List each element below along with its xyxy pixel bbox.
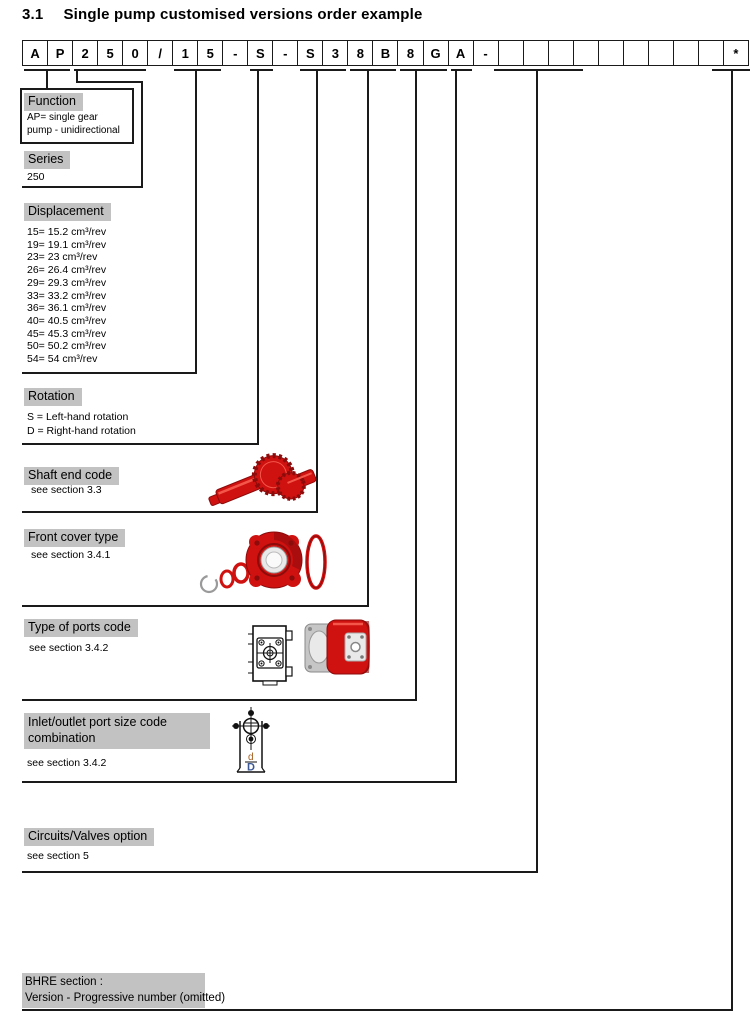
- section-rule-displacement: [22, 372, 197, 374]
- code-box: [573, 41, 598, 65]
- displacement-option: 50= 50.2 cm³/rev: [27, 340, 107, 353]
- front-cover-image: [196, 522, 332, 604]
- code-box: [673, 41, 698, 65]
- ports-type-header: Type of ports code: [24, 619, 138, 637]
- code-box: 3: [322, 41, 347, 65]
- series-value: 250: [27, 171, 45, 183]
- displacement-option: 15= 15.2 cm³/rev: [27, 226, 107, 238]
- front-cover-header: Front cover type: [24, 529, 125, 547]
- ports-type-drawing: [248, 624, 298, 686]
- code-group-bracket-shaft-end: [300, 69, 346, 71]
- connector-line-ports-type: [415, 70, 417, 701]
- page-title: [22, 6, 423, 23]
- displacement-option: 19= 19.1 cm³/rev: [27, 238, 107, 251]
- code-box: G: [423, 41, 448, 65]
- front-cover-note: see section 3.4.1: [31, 549, 111, 561]
- connector-line-rotation: [257, 70, 259, 445]
- code-box: [698, 41, 723, 65]
- displacement-option: 40= 40.5 cm³/rev: [27, 314, 107, 327]
- code-group-bracket-front-cover: [350, 69, 396, 71]
- code-box: -: [222, 41, 247, 65]
- code-box: [648, 41, 673, 65]
- rotation-option: S = Left-hand rotation: [27, 411, 129, 423]
- code-box: P: [47, 41, 72, 65]
- code-box: /: [147, 41, 172, 65]
- section-rule-front-cover: [22, 605, 369, 607]
- code-group-bracket-displacement: [174, 69, 221, 71]
- code-box: S: [247, 41, 272, 65]
- code-box: [498, 41, 523, 65]
- function-description: [27, 111, 120, 137]
- displacement-option: 54= 54 cm³/rev: [27, 353, 98, 366]
- bhre-line1: BHRE section :: [25, 976, 103, 988]
- displacement-option: 23= 23 cm³/rev: [27, 251, 98, 264]
- code-box: A: [448, 41, 473, 65]
- code-box: [598, 41, 623, 65]
- function-header: Function: [24, 93, 83, 111]
- code-box: *: [723, 41, 748, 65]
- displacement-option: 33= 33.2 cm³/rev: [27, 289, 107, 302]
- shaft-end-header: Shaft end code: [24, 467, 119, 485]
- inlet-outlet-header-line2: combination: [28, 730, 96, 745]
- section-rule-circuits: [22, 871, 538, 873]
- code-box: S: [297, 41, 322, 65]
- code-box: B: [372, 41, 397, 65]
- code-box: 5: [197, 41, 222, 65]
- section-rule-bhre: [22, 1009, 733, 1011]
- code-group-bracket-ports-type: [400, 69, 447, 71]
- code-group-bracket-rotation: [250, 69, 273, 71]
- code-group-bracket-circuits: [494, 69, 583, 71]
- connector-line-bhre: [731, 70, 733, 1011]
- code-box: -: [272, 41, 297, 65]
- code-box: 1: [172, 41, 197, 65]
- code-box: 2: [72, 41, 97, 65]
- code-box: -: [473, 41, 498, 65]
- ports-type-note: see section 3.4.2: [29, 642, 109, 654]
- connector-line-inlet-outlet: [455, 70, 457, 783]
- circuits-header: Circuits/Valves option: [24, 828, 154, 846]
- rotation-list: [27, 411, 136, 438]
- code-box: 8: [347, 41, 372, 65]
- connector-line-series: [141, 81, 143, 188]
- code-group-bracket-series: [74, 69, 146, 71]
- rotation-header: Rotation: [24, 388, 82, 406]
- function-description-line: AP= single gear: [27, 112, 98, 123]
- connector-line-displacement: [195, 70, 197, 374]
- section-title: Single pump customised versions order example: [63, 6, 423, 23]
- inlet-outlet-header: [24, 713, 210, 749]
- connector-line-function: [46, 70, 48, 89]
- code-box: 5: [97, 41, 122, 65]
- connector-line-front-cover: [367, 70, 369, 607]
- order-code-boxes: [22, 40, 749, 66]
- code-box: A: [30, 45, 40, 61]
- code-box: [548, 41, 573, 65]
- shaft-end-image: [205, 441, 323, 516]
- displacement-option: 45= 45.3 cm³/rev: [27, 327, 107, 340]
- displacement-header: Displacement: [24, 203, 111, 221]
- code-box: 8: [397, 41, 422, 65]
- series-header: Series: [24, 151, 70, 169]
- displacement-option: 29= 29.3 cm³/rev: [27, 276, 107, 289]
- function-description-line: pump - unidirectional: [27, 125, 120, 136]
- displacement-option: 36= 36.1 cm³/rev: [27, 302, 107, 315]
- code-box: [523, 41, 548, 65]
- rotation-option: D = Right-hand rotation: [27, 424, 136, 437]
- connector-line-circuits: [536, 70, 538, 873]
- displacement-list: [27, 226, 106, 366]
- inlet-outlet-note: see section 3.4.2: [27, 757, 107, 769]
- section-rule-ports-type: [22, 699, 417, 701]
- shaft-end-note: see section 3.3: [31, 484, 102, 496]
- displacement-option: 26= 26.4 cm³/rev: [27, 264, 107, 277]
- inlet-outlet-port-icon: [228, 706, 274, 784]
- bhre-block: [22, 973, 226, 1008]
- bhre-line2: Version - Progressive number (omitted): [25, 992, 226, 1004]
- code-box: 0: [122, 41, 147, 65]
- port-label-small: d: [248, 752, 254, 763]
- port-label-large: D: [247, 761, 255, 774]
- connector-line-series-step: [76, 81, 143, 83]
- code-box: [623, 41, 648, 65]
- inlet-outlet-header-line1: Inlet/outlet port size code: [28, 715, 167, 729]
- circuits-note: see section 5: [27, 850, 89, 862]
- ports-type-pump-image: [303, 616, 375, 680]
- section-number: 3.1: [22, 6, 44, 23]
- section-rule-series: [22, 186, 143, 188]
